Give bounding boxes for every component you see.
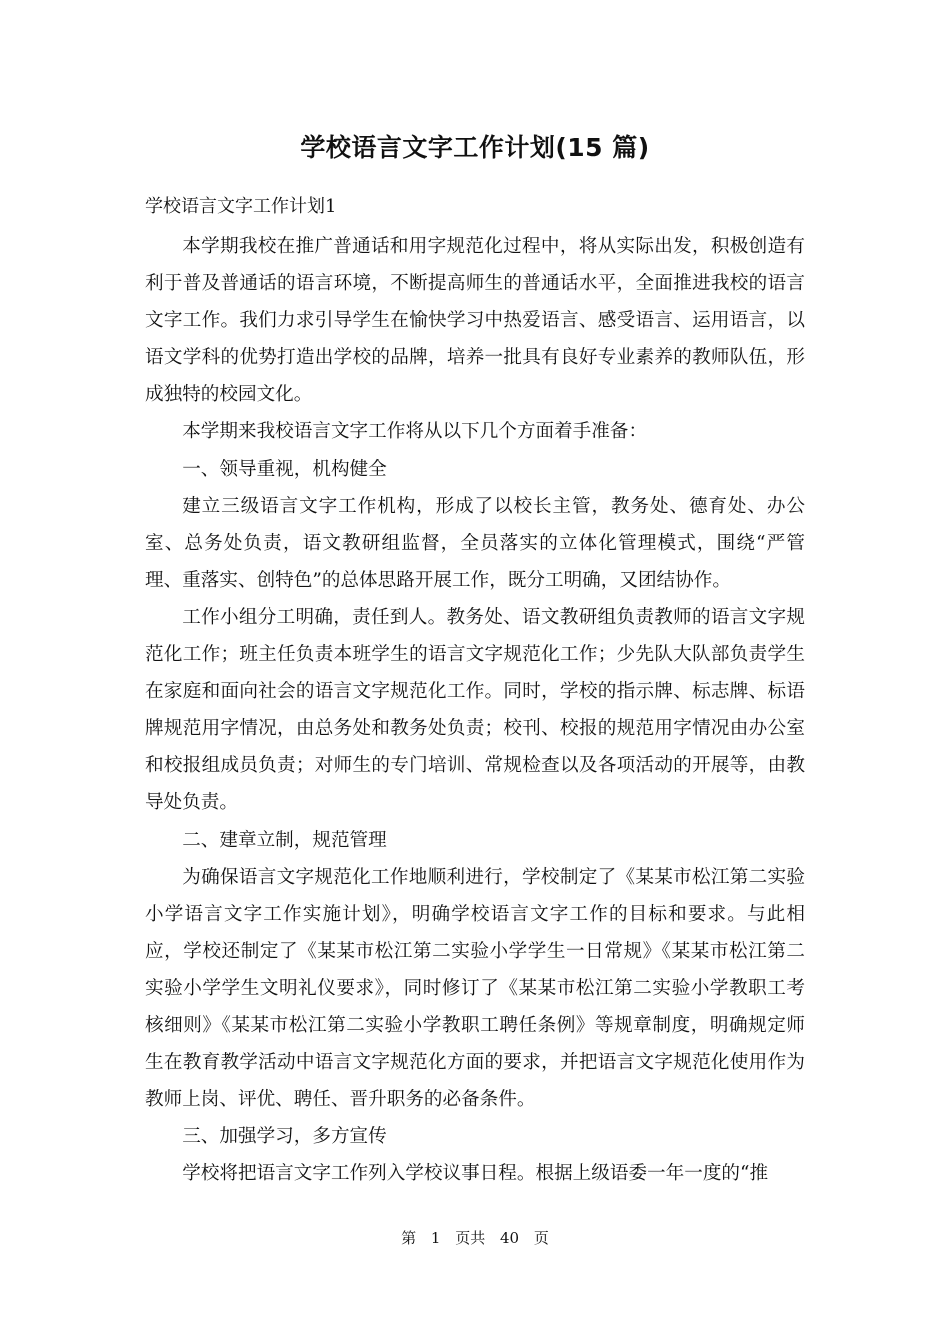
section-subheading: 学校语言文字工作计划1 [145,196,337,217]
paragraph-agenda: 学校将把语言文字工作列入学校议事日程。根据上级语委一年一度的“推 [182,1163,769,1185]
section-heading-study: 三、加强学习，多方宣传 [182,1126,387,1148]
document-body [145,228,805,1192]
paragraph-organization: 建立三级语言文字工作机构，形成了以校长主管，教务处、德育处、办公室、总务处负责，语文教研组监督，全员落实的立体化管理模式，围绕“严管理、重落实、创特色”的总体思路开展工作，既分工明确，又团结协作。 [145,495,805,591]
paragraph-preparation: 本学期来我校语言文字工作将从以下几个方面着手准备： [182,421,648,443]
section-heading-leadership: 一、领导重视，机构健全 [182,458,387,480]
section-heading-rules: 二、建章立制，规范管理 [182,829,387,851]
document-title: 学校语言文字工作计划(15 篇) [300,133,650,162]
paragraph-intro: 本学期我校在推广普通话和用字规范化过程中，将从实际出发，积极创造有利于普及普通话的语言环境，不断提高师生的普通话水平，全面推进我校的语言文字工作。我们力求引导学生在愉快学习中热爱语言、感受语言、运用语言，以语文学科的优势打造出学校的品牌，培养一批具有良好专业素养的教师队伍，形成独特的校园文化。 [145,236,805,406]
paragraph-division-of-work: 工作小组分工明确，责任到人。教务处、语文教研组负责教师的语言文字规范化工作；班主任负责本班学生的语言文字规范化工作；少先队大队部负责学生在家庭和面向社会的语言文字规范化工作。同时，学校的指示牌、标志牌、标语牌规范用字情况，由总务处和教务处负责；校刊、校报的规范用字情况由办公室和校报组成员负责；对师生的专门培训、常规检查以及各项活动的开展等，由教导处负责。 [145,606,805,814]
paragraph-regulations: 为确保语言文字规范化工作地顺利进行，学校制定了《某某市松江第二实验小学语言文字工作实施计划》，明确学校语言文字工作的目标和要求。与此相应，学校还制定了《某某市松江第二实验小学学生一日常规》《某某市松江第二实验小学学生文明礼仪要求》，同时修订了《某某市松江第二实验小学教职工考核细则》《某某市松江第二实验小学教职工聘任条例》等规章制度，明确规定师生在教育教学活动中语言文字规范化方面的要求，并把语言文字规范化使用作为教师上岗、评优、聘任、晋升职务的必备条件。 [145,866,805,1111]
page-footer: 第 1 页共 40 页 [401,1229,549,1247]
